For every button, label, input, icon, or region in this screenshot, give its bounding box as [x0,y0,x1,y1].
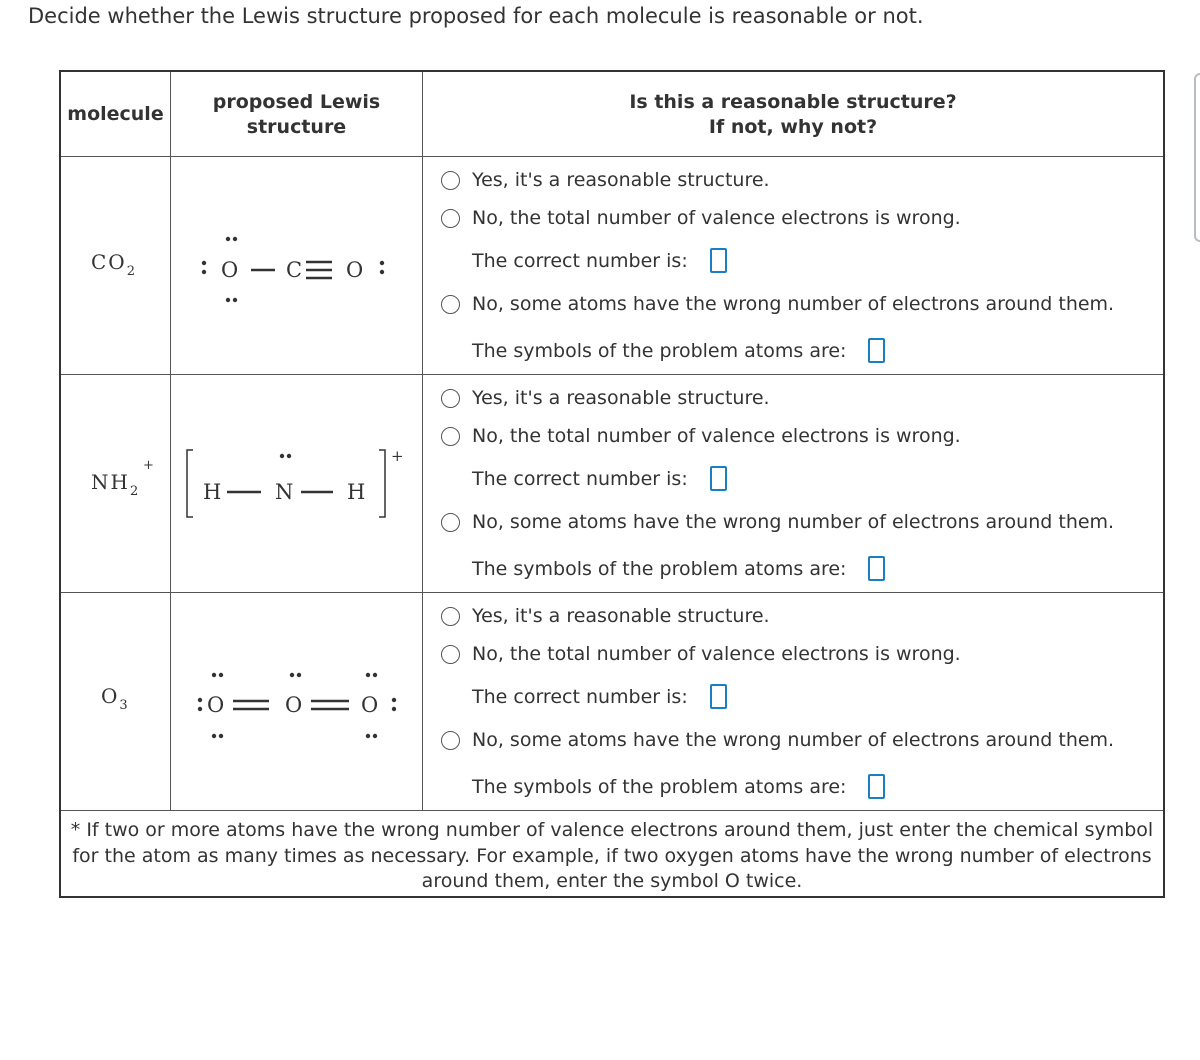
lewis-structure-table [59,70,1165,898]
formula-subscript: 2 [129,484,141,499]
option-wrong-atoms-row2[interactable] [441,511,1114,533]
lewis-charge: + [391,447,404,465]
formula-subscript: 3 [119,698,130,713]
option-label: No, some atoms have the wrong number of electrons around them. [472,511,1115,533]
header-question-line2: If not, why not? [708,116,878,138]
option-label: No, some atoms have the wrong number of electrons around them. [472,293,1115,315]
row-divider [61,592,1163,593]
lewis-structure-co2 [186,212,406,316]
lewis-atom: C [286,258,303,282]
field-label: The correct number is: [472,249,688,272]
radio-button[interactable] [441,209,460,228]
header-molecule: molecule [67,103,164,125]
option-wrong-total-row3[interactable] [441,643,961,665]
problem-atoms-field-row3 [472,774,885,799]
problem-atoms-field-row1 [472,338,885,363]
formula-charge: + [143,458,156,473]
field-label: The symbols of the problem atoms are: [472,775,847,798]
row-divider [61,810,1163,811]
field-label: The symbols of the problem atoms are: [472,557,847,580]
lewis-structure-o3 [191,652,411,756]
formula-subscript: 2 [126,264,137,279]
problem-atoms-field-row2 [472,556,885,581]
header-proposed-line2: structure [246,116,347,138]
option-yes-row1[interactable] [441,169,770,191]
correct-number-input[interactable] [710,248,727,273]
molecule-formula-nh2-plus [91,458,156,499]
correct-number-field-row3 [472,684,727,709]
option-wrong-total-row2[interactable] [441,425,961,447]
option-label: No, some atoms have the wrong number of electrons around them. [472,729,1115,751]
header-proposed-line1: proposed Lewis [212,91,381,113]
lewis-atom: O [207,693,225,717]
problem-atoms-input[interactable] [868,556,885,581]
header-proposed-structure [171,90,422,140]
column-divider [422,72,423,810]
option-label: No, the total number of valence electrons is wrong. [472,425,961,447]
row-divider [61,156,1163,157]
option-label: Yes, it's a reasonable structure. [472,387,770,409]
lewis-atom: O [221,258,239,282]
option-label: Yes, it's a reasonable structure. [472,169,770,191]
radio-button[interactable] [441,731,460,750]
option-yes-row2[interactable] [441,387,770,409]
radio-button[interactable] [441,295,460,314]
correct-number-input[interactable] [710,466,727,491]
formula-main: O [101,684,120,708]
lewis-structure-nh2-plus [181,437,411,541]
correct-number-field-row1 [472,248,727,273]
lewis-atom: O [361,693,379,717]
row-divider [61,374,1163,375]
option-label: No, the total number of valence electrons is wrong. [472,207,961,229]
option-label: Yes, it's a reasonable structure. [472,605,770,627]
footnote: * If two or more atoms have the wrong number of valence electrons around them, just enter the chemical symbol for the atom as many times as necessary. For example, if two oxygen atoms have the wrong number of electrons around them, enter the symbol O twice. [70,819,1154,892]
question-prompt: Decide whether the Lewis structure proposed for each molecule is reasonable or not. [28,4,924,28]
problem-atoms-input[interactable] [868,338,885,363]
radio-button[interactable] [441,171,460,190]
radio-button[interactable] [441,645,460,664]
option-label: No, the total number of valence electrons is wrong. [472,643,961,665]
header-question [423,90,1163,140]
correct-number-input[interactable] [710,684,727,709]
radio-button[interactable] [441,389,460,408]
radio-button[interactable] [441,513,460,532]
formula-main: CO [91,250,127,274]
correct-number-field-row2 [472,466,727,491]
option-yes-row3[interactable] [441,605,770,627]
lewis-atom: H [347,480,366,504]
field-label: The correct number is: [472,685,688,708]
field-label: The correct number is: [472,467,688,490]
field-label: The symbols of the problem atoms are: [472,339,847,362]
formula-main: NH [91,470,130,494]
radio-button[interactable] [441,607,460,626]
lewis-atom: H [203,480,222,504]
header-question-line1: Is this a reasonable structure? [629,91,957,113]
scrollbar[interactable] [1194,73,1200,242]
column-divider [170,72,171,810]
option-wrong-atoms-row3[interactable] [441,729,1114,751]
option-wrong-total-row1[interactable] [441,207,961,229]
lewis-atom: N [275,480,294,504]
molecule-formula-o3 [101,684,130,713]
molecule-formula-co2 [91,250,137,279]
option-wrong-atoms-row1[interactable] [441,293,1114,315]
radio-button[interactable] [441,427,460,446]
lewis-atom: O [346,258,364,282]
problem-atoms-input[interactable] [868,774,885,799]
lewis-atom: O [285,693,303,717]
